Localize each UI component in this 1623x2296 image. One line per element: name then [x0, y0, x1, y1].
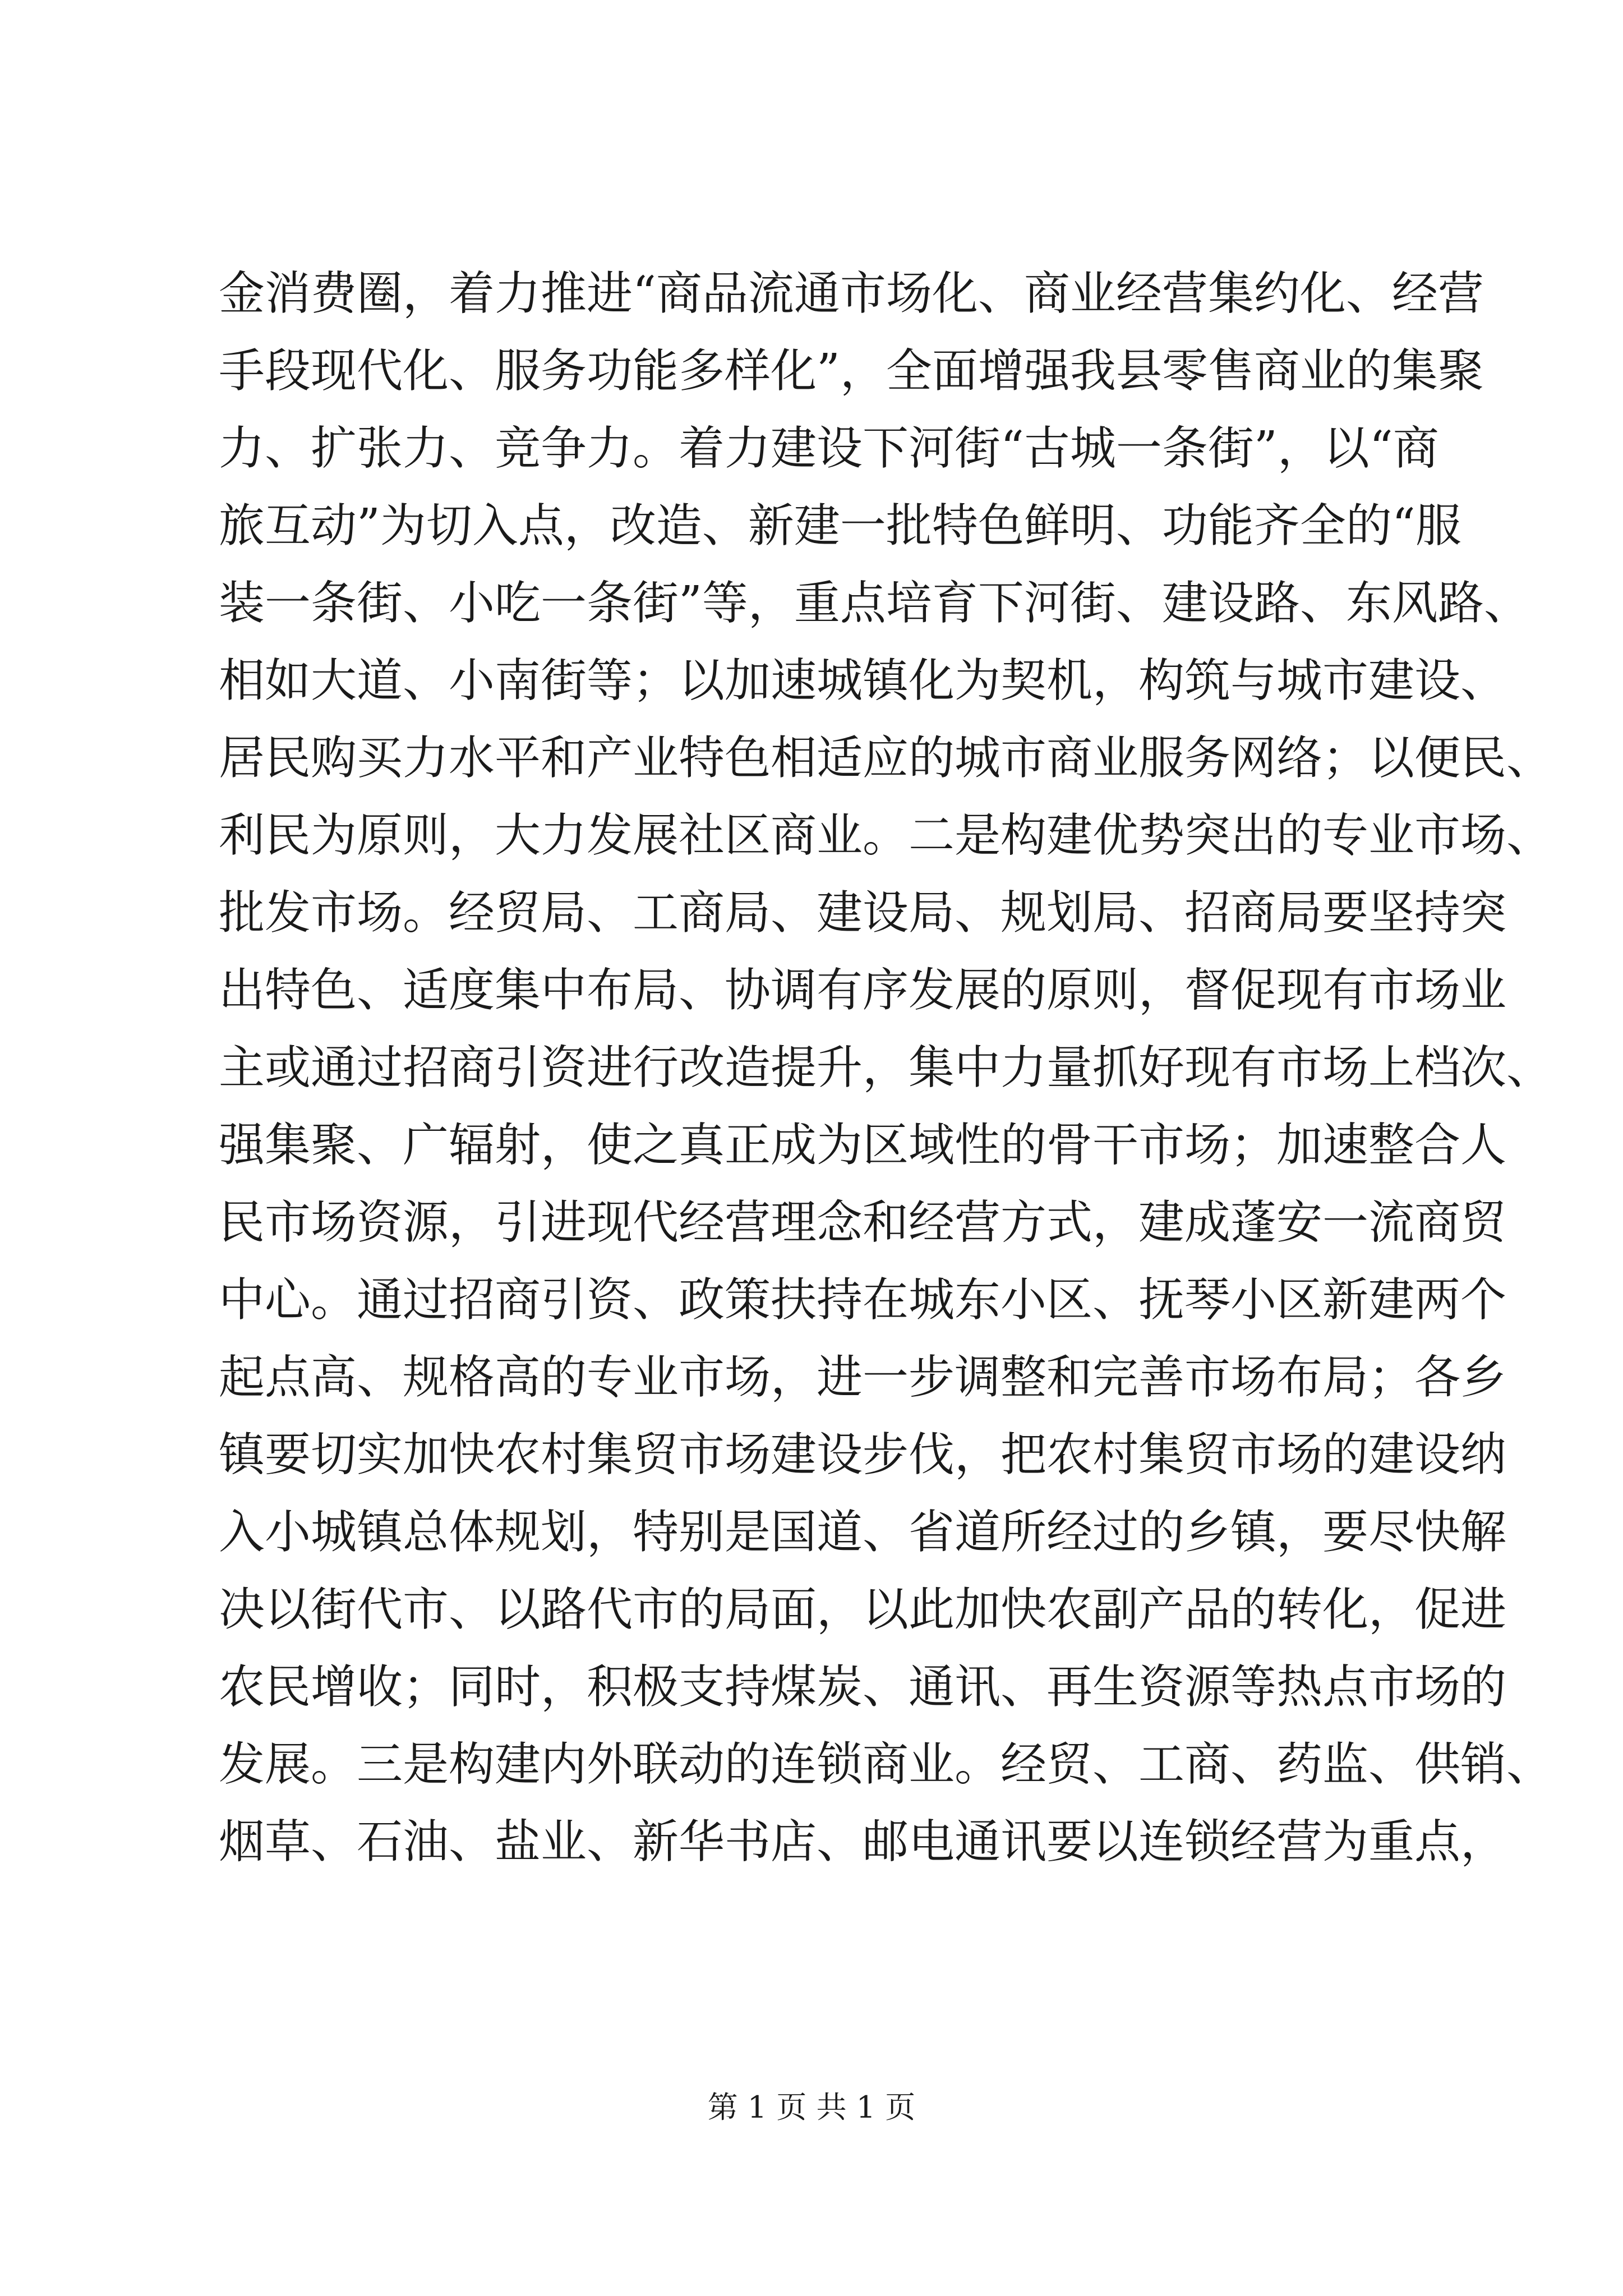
- text-line: 发展。三是构建内外联动的连锁商业。经贸、工商、药监、供销、: [219, 1738, 1553, 1791]
- body-paragraph: [219, 255, 1553, 1881]
- text-line: 相如大道、小南街等；以加速城镇化为契机，构筑与城市建设、: [219, 654, 1507, 707]
- text-line: 入小城镇总体规划，特别是国道、省道所经过的乡镇，要尽快解: [219, 1506, 1507, 1559]
- text-line: 起点高、规格高的专业市场，进一步调整和完善市场布局；各乡: [219, 1351, 1507, 1404]
- page-number-footer: 第 1 页 共 1 页: [707, 2090, 916, 2125]
- text-line: 民市场资源，引进现代经营理念和经营方式，建成蓬安一流商贸: [219, 1196, 1507, 1249]
- text-line: 力、扩张力、竞争力。着力建设下河街“古城一条街”，以“商: [219, 422, 1439, 475]
- text-line: 手段现代化、服务功能多样化”，全面增强我县零售商业的集聚: [219, 344, 1484, 398]
- text-line: 决以街代市、以路代市的局面，以此加快农副产品的转化，促进: [219, 1583, 1507, 1636]
- text-line: 居民购买力水平和产业特色相适应的城市商业服务网络；以便民、: [219, 731, 1553, 785]
- text-line: 旅互动”为切入点，改造、新建一批特色鲜明、功能齐全的“服: [219, 499, 1461, 553]
- text-line: 强集聚、广辐射，使之真正成为区域性的骨干市场；加速整合人: [219, 1119, 1507, 1172]
- text-line: 农民增收；同时，积极支持煤炭、通讯、再生资源等热点市场的: [219, 1660, 1507, 1714]
- text-line: 烟草、石油、盐业、新华书店、邮电通讯要以连锁经营为重点，: [219, 1815, 1507, 1869]
- text-line: 金消费圈，着力推进“商品流通市场化、商业经营集约化、经营: [219, 267, 1484, 320]
- text-line: 利民为原则，大力发展社区商业。二是构建优势突出的专业市场、: [219, 809, 1553, 862]
- text-line: 装一条街、小吃一条街”等，重点培育下河街、建设路、东风路、: [219, 577, 1530, 630]
- text-line: 中心。通过招商引资、政策扶持在城东小区、抚琴小区新建两个: [219, 1273, 1507, 1327]
- text-line: 批发市场。经贸局、工商局、建设局、规划局、招商局要坚持突: [219, 886, 1507, 940]
- text-line: 镇要切实加快农村集贸市场建设步伐，把农村集贸市场的建设纳: [219, 1428, 1507, 1481]
- text-line: 主或通过招商引资进行改造提升，集中力量抓好现有市场上档次、: [219, 1041, 1553, 1094]
- text-line: 出特色、适度集中布局、协调有序发展的原则，督促现有市场业: [219, 964, 1507, 1017]
